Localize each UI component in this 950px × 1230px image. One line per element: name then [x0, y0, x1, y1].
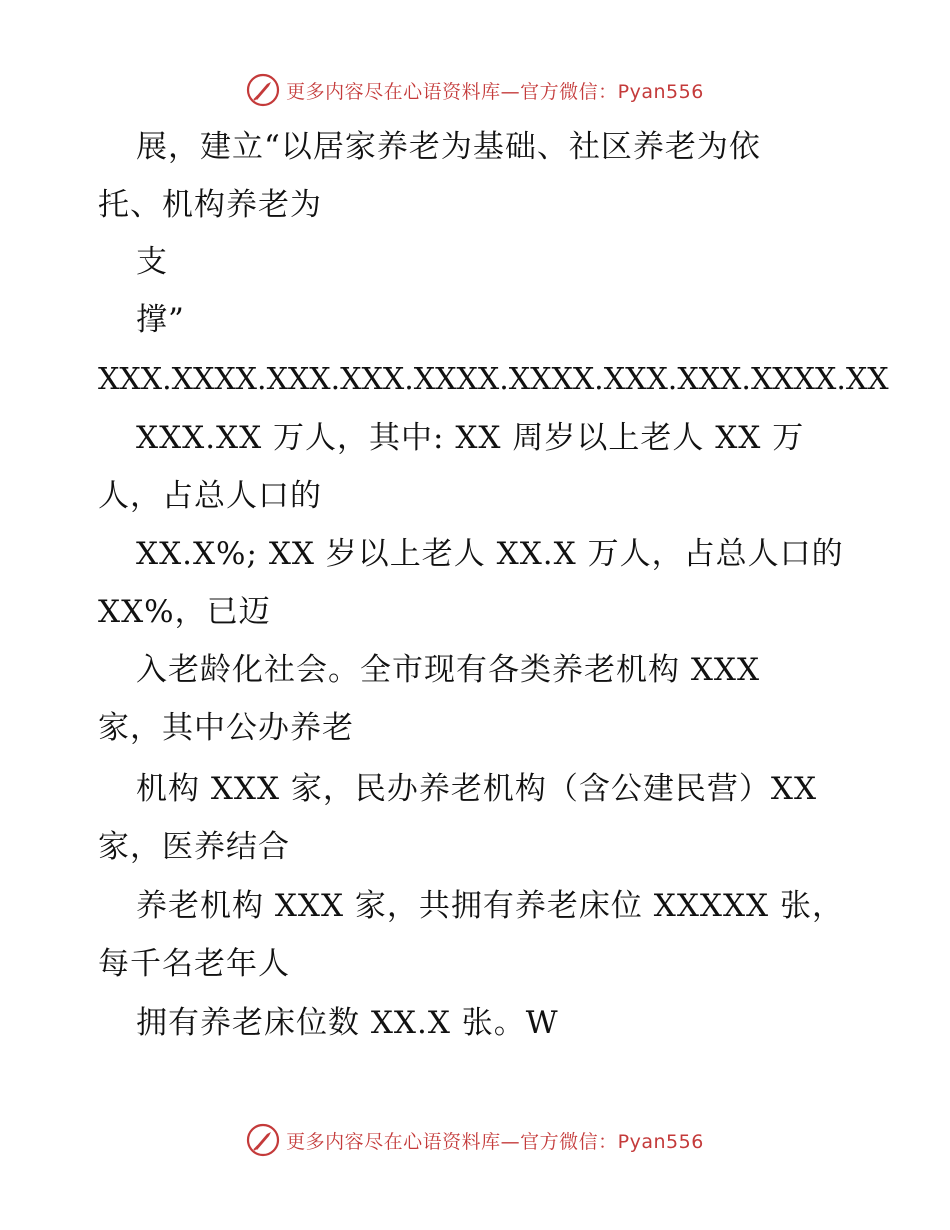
quill-pen-logo-icon [246, 1123, 280, 1157]
text-line: 托、机构养老为 [98, 187, 322, 223]
text-line: XX.X%; XX 岁以上老人 XX.X 万人，占总人口的 [136, 536, 844, 572]
text-line: 入老龄化社会。全市现有各类养老机构 XXX [136, 652, 761, 688]
text-line: 展，建立“以居家养老为基础、社区养老为依 [136, 129, 761, 165]
text-line: XX%，已迈 [98, 594, 271, 630]
text-line: XXX.XXXX.XXX.XXX.XXXX.XXXX.XXX.XXX.XXXX.XX [98, 362, 889, 397]
text-line: 支 [136, 244, 168, 280]
text-line: 机构 XXX 家，民办养老机构（含公建民营）XX [136, 771, 818, 807]
text-line: 家，其中公办养老 [98, 710, 354, 746]
text-line: 拥有养老床位数 XX.X 张。W [136, 1005, 559, 1041]
watermark-text: 更多内容尽在心语资料库—官方微信：Pyan556 [286, 1130, 704, 1153]
text-line: 每千名老年人 [98, 946, 290, 982]
watermark-text: 更多内容尽在心语资料库—官方微信：Pyan556 [286, 80, 704, 103]
text-line: 家，医养结合 [98, 829, 290, 865]
text-line: 撑” [136, 302, 185, 338]
text-line: XXX.XX 万人，其中: XX 周岁以上老人 XX 万 [136, 420, 805, 456]
text-line: 养老机构 XXX 家，共拥有养老床位 XXXXX 张， [136, 888, 844, 924]
text-line: 人，占总人口的 [98, 478, 322, 514]
footer-watermark [0, 1122, 950, 1158]
